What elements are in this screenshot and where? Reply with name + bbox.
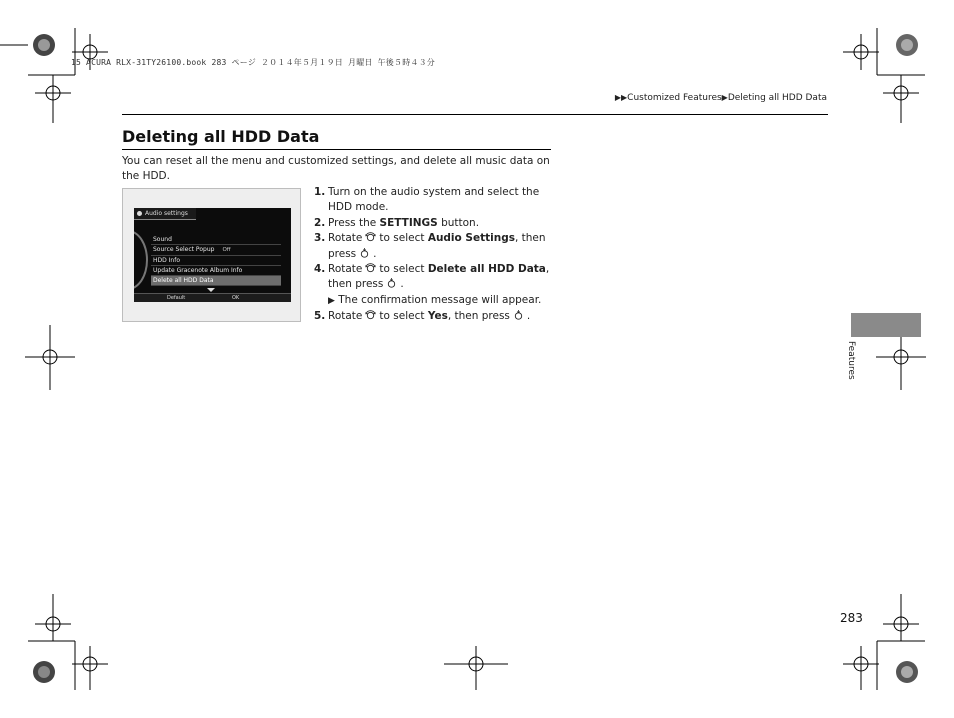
dial-press-icon xyxy=(359,248,370,258)
title-divider xyxy=(122,149,551,150)
breadcrumb xyxy=(615,93,827,103)
breadcrumb-item[interactable]: Deleting all HDD Data xyxy=(727,93,827,103)
features-side-tab[interactable] xyxy=(851,313,921,337)
scroll-down-icon[interactable] xyxy=(207,288,215,292)
print-header: 15 ACURA RLX-31TY26100.book 283 ページ ２０１４年５月１９日 月曜日 午後５時４３分 xyxy=(71,58,436,67)
dial-rotate-icon xyxy=(365,310,376,320)
arrow-icon: ▶ xyxy=(721,93,728,102)
step-2: 2. Press the SETTINGS button. xyxy=(314,216,480,229)
step-4: 4. Rotate to select Delete all HDD Data, then press . xyxy=(314,263,550,291)
dial-press-icon xyxy=(386,278,397,288)
step-5: 5. Rotate to select Yes, then press . xyxy=(314,310,531,323)
screen-illustration xyxy=(122,188,301,322)
dial-arc-icon xyxy=(134,230,148,290)
audio-settings-display xyxy=(134,208,291,302)
menu-item-delete-all-hdd-data[interactable]: Delete all HDD Data xyxy=(151,276,281,286)
step-4-result: ▶ The confirmation message will appear. xyxy=(328,293,542,306)
dial-rotate-icon xyxy=(365,232,376,242)
menu-item-update-gracenote[interactable]: Update Gracenote Album Info xyxy=(151,266,281,276)
menu-item-source-select-popup[interactable]: Source Select Popup Off xyxy=(151,245,281,255)
step-1: 1. Turn on the audio system and select the HDD mode. xyxy=(314,186,540,214)
header-divider xyxy=(122,114,828,115)
ok-button[interactable]: OK xyxy=(232,295,240,301)
intro-text: You can reset all the menu and customized settings, and delete all music data on the HDD. xyxy=(122,155,550,182)
side-tab-label: Features xyxy=(846,341,856,380)
page-number: 283 xyxy=(840,611,863,625)
section-title: Deleting all HDD Data xyxy=(122,127,320,146)
breadcrumb-item[interactable]: Customized Features xyxy=(627,93,722,103)
title-dot-icon xyxy=(137,211,142,216)
display-title: Audio settings xyxy=(137,210,188,217)
menu-item-hdd-info[interactable]: HDD Info xyxy=(151,256,281,266)
default-button[interactable]: Default xyxy=(167,295,186,301)
double-arrow-icon: ▶▶ xyxy=(614,93,628,102)
menu-item-sound[interactable]: Sound xyxy=(151,235,281,245)
step-3: 3. Rotate to select Audio Settings, then press . xyxy=(314,232,546,260)
arrow-icon: ▶ xyxy=(328,295,335,306)
settings-menu xyxy=(151,235,281,286)
instruction-steps xyxy=(314,185,554,325)
display-button-bar xyxy=(134,293,291,302)
dial-rotate-icon xyxy=(365,263,376,273)
dial-press-icon xyxy=(513,310,524,320)
